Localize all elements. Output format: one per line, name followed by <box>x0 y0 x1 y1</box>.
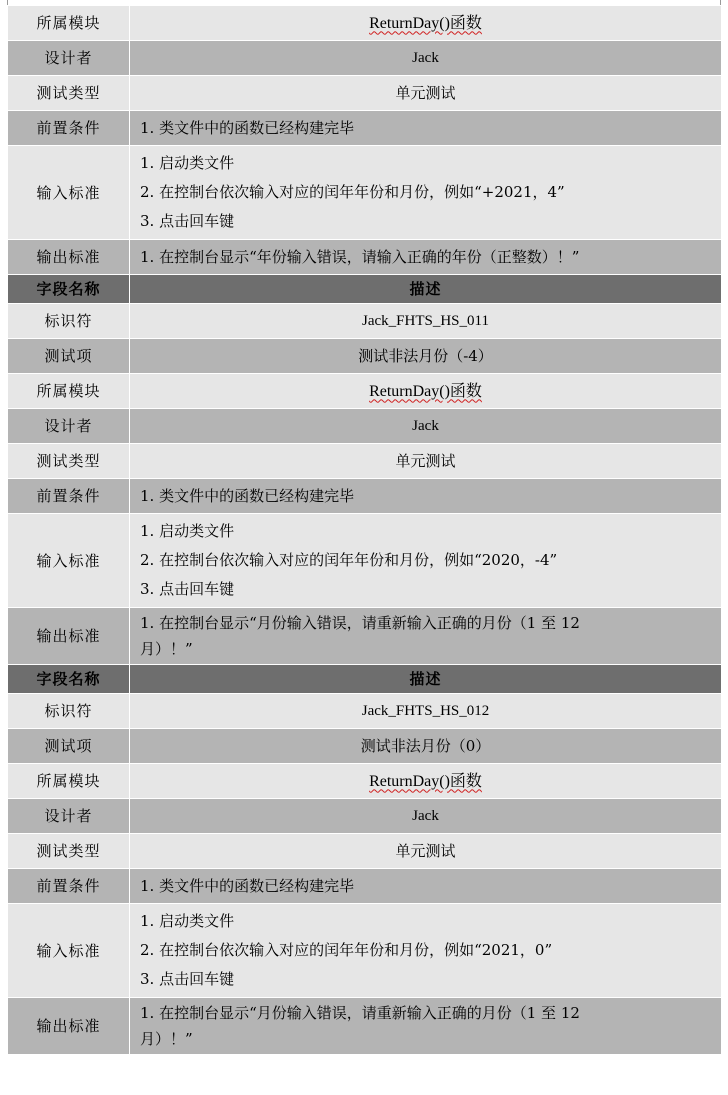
label-module: 所属模块 <box>8 6 130 41</box>
label-designer: 设计者 <box>8 409 130 444</box>
value-designer: Jack <box>130 799 722 834</box>
row-type <box>8 76 722 111</box>
table-header-row <box>8 275 722 304</box>
label-designer: 设计者 <box>8 41 130 76</box>
label-precondition: 前置条件 <box>8 869 130 904</box>
label-input: 输入标准 <box>8 904 130 998</box>
input-line: 1. 启动类文件 <box>140 154 235 172</box>
label-precondition: 前置条件 <box>8 479 130 514</box>
value-output: 1. 在控制台显示“年份输入错误，请输入正确的年份（正整数）！” <box>130 240 722 275</box>
value-input <box>130 146 722 240</box>
value-module <box>130 374 722 409</box>
value-precondition: 1. 类文件中的函数已经构建完毕 <box>130 869 722 904</box>
header-field-name: 字段名称 <box>8 665 130 694</box>
row-output <box>8 608 722 665</box>
input-line: 2. 在控制台依次输入对应的闰年年份和月份，例如“2020，-4” <box>140 551 558 569</box>
row-type <box>8 834 722 869</box>
label-id: 标识符 <box>8 304 130 339</box>
label-type: 测试类型 <box>8 444 130 479</box>
row-input <box>8 904 722 998</box>
label-output: 输出标准 <box>8 240 130 275</box>
value-id: Jack_FHTS_HS_011 <box>130 304 722 339</box>
value-designer: Jack <box>130 41 722 76</box>
value-output <box>130 608 722 665</box>
row-module <box>8 374 722 409</box>
output-line: 1. 在控制台显示“月份输入错误，请重新输入正确的月份（1 至 12 <box>140 1004 580 1022</box>
label-module: 所属模块 <box>8 374 130 409</box>
input-line: 1. 启动类文件 <box>140 522 235 540</box>
label-id: 标识符 <box>8 694 130 729</box>
value-type: 单元测试 <box>130 76 722 111</box>
value-module <box>130 764 722 799</box>
value-precondition: 1. 类文件中的函数已经构建完毕 <box>130 111 722 146</box>
header-description: 描述 <box>130 665 722 694</box>
output-line: 月）！” <box>140 640 193 658</box>
module-text: ReturnDay()函数 <box>369 14 482 32</box>
value-input <box>130 904 722 998</box>
input-line: 1. 启动类文件 <box>140 912 235 930</box>
value-item: 测试非法月份（-4） <box>130 339 722 374</box>
label-item: 测试项 <box>8 729 130 764</box>
module-text: ReturnDay()函数 <box>369 772 482 790</box>
row-item <box>8 339 722 374</box>
label-type: 测试类型 <box>8 76 130 111</box>
row-id <box>8 694 722 729</box>
label-input: 输入标准 <box>8 514 130 608</box>
value-module <box>130 6 722 41</box>
test-case-table <box>7 5 722 1055</box>
input-line: 3. 点击回车键 <box>140 212 235 230</box>
label-item: 测试项 <box>8 339 130 374</box>
input-line: 3. 点击回车键 <box>140 580 235 598</box>
label-designer: 设计者 <box>8 799 130 834</box>
row-id <box>8 304 722 339</box>
value-item: 测试非法月份（0） <box>130 729 722 764</box>
row-output <box>8 240 722 275</box>
label-precondition: 前置条件 <box>8 111 130 146</box>
value-precondition: 1. 类文件中的函数已经构建完毕 <box>130 479 722 514</box>
row-type <box>8 444 722 479</box>
value-id: Jack_FHTS_HS_012 <box>130 694 722 729</box>
value-type: 单元测试 <box>130 444 722 479</box>
label-output: 输出标准 <box>8 998 130 1055</box>
value-type: 单元测试 <box>130 834 722 869</box>
row-precondition <box>8 111 722 146</box>
input-line: 2. 在控制台依次输入对应的闰年年份和月份，例如“2021，0” <box>140 941 553 959</box>
value-output <box>130 998 722 1055</box>
row-precondition <box>8 479 722 514</box>
output-line: 1. 在控制台显示“月份输入错误，请重新输入正确的月份（1 至 12 <box>140 614 580 632</box>
row-item <box>8 729 722 764</box>
row-precondition <box>8 869 722 904</box>
output-line: 月）！” <box>140 1030 193 1048</box>
value-designer: Jack <box>130 409 722 444</box>
module-text: ReturnDay()函数 <box>369 382 482 400</box>
row-input <box>8 514 722 608</box>
table-header-row <box>8 665 722 694</box>
row-output <box>8 998 722 1055</box>
input-line: 2. 在控制台依次输入对应的闰年年份和月份，例如“+2021，4” <box>140 183 565 201</box>
label-input: 输入标准 <box>8 146 130 240</box>
value-input <box>130 514 722 608</box>
row-module <box>8 764 722 799</box>
label-output: 输出标准 <box>8 608 130 665</box>
row-module <box>8 6 722 41</box>
header-field-name: 字段名称 <box>8 275 130 304</box>
row-designer <box>8 799 722 834</box>
label-type: 测试类型 <box>8 834 130 869</box>
header-description: 描述 <box>130 275 722 304</box>
input-line: 3. 点击回车键 <box>140 970 235 988</box>
row-designer <box>8 41 722 76</box>
row-designer <box>8 409 722 444</box>
row-input <box>8 146 722 240</box>
label-module: 所属模块 <box>8 764 130 799</box>
